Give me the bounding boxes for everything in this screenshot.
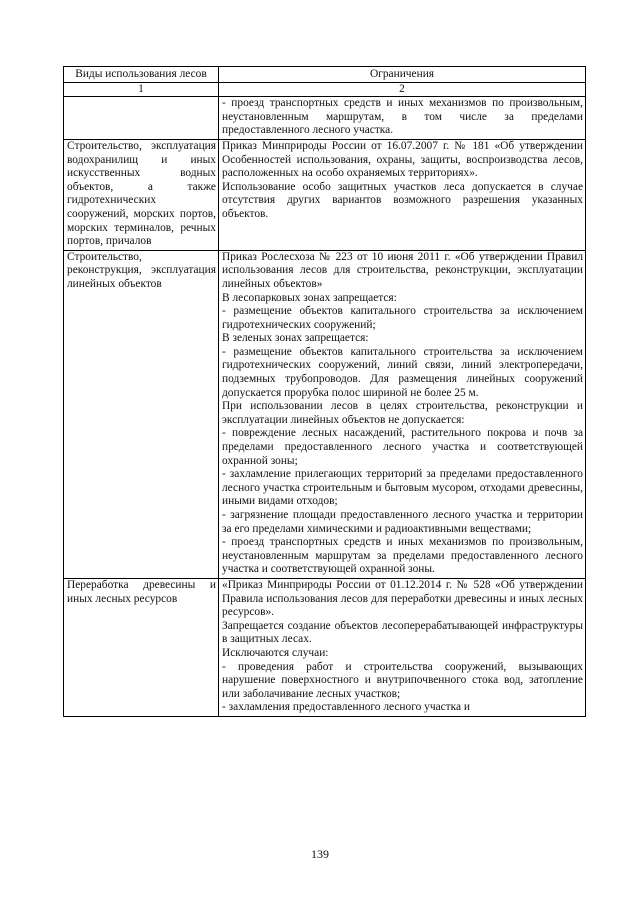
restriction-paragraph: В лесопарковых зонах запрещается: [222,291,397,304]
restriction-paragraph: «Приказ Минприроды России от 01.12.2014 г. № 528 «Об утверждении Правила использования лесов для переработки древесины и иных лесных ресурсов». [222,578,583,619]
restriction-paragraph: - размещение объектов капитального строительства за исключением гидротехнических сооружений, линий связи, линий электропередачи, подземных трубопроводов. Для размещения линейных сооружений допускается прорубка полос шириной не более 25 м. [222,345,583,399]
kind-cell: Строительство, эксплуатация водохранилищ и иных искусственных водных объектов, а также гидротехнических сооружений, морских портов, морских терминалов, речных портов, причалов [64,139,219,250]
restriction-paragraph: Исключаются случаи: [222,646,329,659]
page-number: 139 [311,847,329,861]
restrictions-table [63,66,586,717]
restriction-paragraph: - размещение объектов капитального строительства за исключением гидротехнических сооружений; [222,305,583,331]
table-number-row [64,82,586,97]
restriction-paragraph: - проезд транспортных средств и иных механизмов по произвольным, неустановленным маршрутам за пределами предоставленного лесного участка и соответствующей охранной зоны. [222,536,583,576]
header-cell-restrictions: Ограничения [219,67,586,83]
restriction-paragraph: При использовании лесов в целях строительства, реконструкции и эксплуатации линейных объектов не допускается: [222,400,583,426]
restriction-paragraph: Запрещается создание объектов лесоперерабатывающей инфраструктуры в защитных лесах. [222,619,583,646]
table-header-row [64,67,586,83]
table-row [64,250,586,578]
restrictions-cell [219,139,586,250]
restriction-paragraph: Приказ Минприроды России от 16.07.2007 г. № 181 «Об утверждении Особенностей использования, охраны, защиты, воспроизводства лесов, расположенных на особо охраняемых территориях». [222,139,583,180]
kind-cell [64,97,219,140]
table-row [64,97,586,140]
restrictions-cell [219,250,586,578]
number-cell-2: 2 [219,82,586,97]
kind-cell: Строительство, реконструкция, эксплуатация линейных объектов [64,250,219,578]
number-cell-1: 1 [64,82,219,97]
restrictions-cell [219,97,586,140]
kind-cell: Переработка древесины и иных лесных ресурсов [64,578,219,716]
restriction-paragraph: В зеленых зонах запрещается: [222,332,369,345]
restriction-paragraph: - проведения работ и строительства сооружений, вызывающих нарушение поверхностного и внутрипочвенного стока вод, затопление или заболачивание лесных участков; [222,660,583,700]
restrictions-cell [219,578,586,716]
table-row [64,578,586,716]
restriction-paragraph: Приказ Рослесхоза № 223 от 10 июня 2011 г. «Об утверждении Правил использования лесов для строительства, реконструкции, эксплуатации линейных объектов» [222,250,583,290]
restriction-paragraph: - повреждение лесных насаждений, растительного покрова и почв за пределами предоставленного лесного участка и соответствующей охранной зоны; [222,427,583,467]
header-cell-kind: Виды использования лесов [64,67,219,83]
restriction-paragraph: Использование особо защитных участков леса допускается в случае отсутствия других вариантов возможного разрешения указанных объектов. [222,180,583,220]
restriction-paragraph: - загрязнение площади предоставленного лесного участка и территории за его пределами химическими и радиоактивными веществами; [222,509,583,535]
restriction-paragraph: - проезд транспортных средств и иных механизмов по произвольным, неустановленным маршрутам, в том числе за пределами предоставленного лесного участка. [222,97,583,137]
table-row [64,139,586,250]
restriction-paragraph: - захламление прилегающих территорий за пределами предоставленного лесного участка строительным и бытовым мусором, отходами древесины, иными видами отходов; [222,468,583,508]
restriction-paragraph: - захламления предоставленного лесного участка и [222,701,471,714]
